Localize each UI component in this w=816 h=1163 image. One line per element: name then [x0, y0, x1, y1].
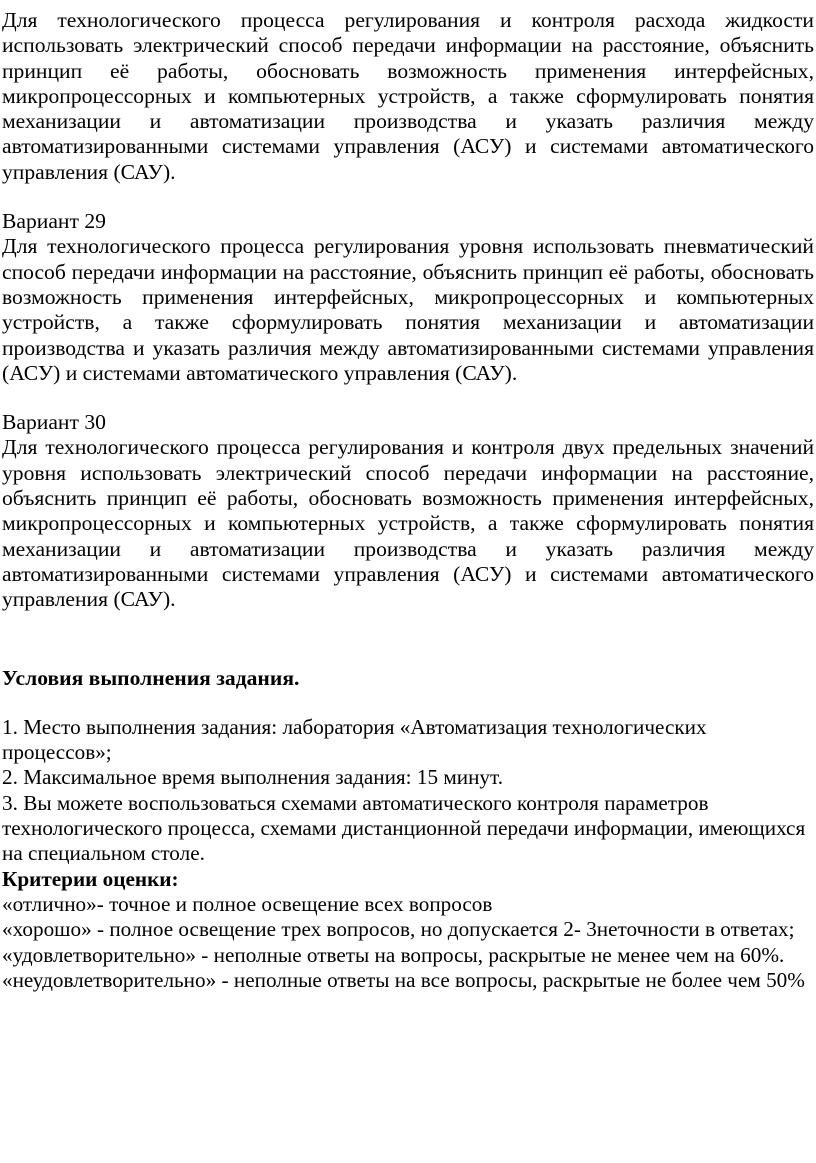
criteria-item-unsatisfactory: «неудовлетворительно» - неполные ответы на все вопросы, раскрытые не более чем 50%	[2, 967, 805, 992]
spacer	[2, 691, 814, 715]
variant-30-title: Вариант 30	[2, 410, 106, 435]
condition-item-3: 3. Вы можете воспользоваться схемами автоматического контроля параметров технологического процесса, схемами дистанционной передачи информации, имеющихся на специальном столе.	[2, 790, 806, 866]
spacer	[2, 185, 814, 209]
variant-29-paragraph: Для технологического процесса регулирования уровня использовать пневматический способ передачи информации на расстояние, объяснить принцип её работы, обосновать возможность применения интерфейсных, микропроцессорных и компьютерных устройств, а также сформулировать понятия механизации и автоматизации производства и указать различия между автоматизированными системами управления (АСУ) и системами автоматического управления (САУ).	[2, 234, 814, 385]
condition-item-1: 1. Место выполнения задания: лаборатория «Автоматизация технологических процессов»;	[2, 714, 707, 765]
conditions-title: Условия выполнения задания.	[2, 665, 300, 690]
condition-item-2: 2. Максимальное время выполнения задания: 15 минут.	[2, 765, 503, 790]
intro-paragraph: Для технологического процесса регулирования и контроля расхода жидкости использовать электрический способ передачи информации на расстояние, объяснить принцип её работы, обосновать возможность применения интерфейсных, микропроцессорных и компьютерных устройств, а также сформулировать понятия механизации и автоматизации производства и указать различия между автоматизированными системами управления (АСУ) и системами автоматического управления (САУ).	[2, 8, 814, 184]
criteria-item-satisfactory: «удовлетворительно» - неполные ответы на вопросы, раскрытые не менее чем на 60%.	[2, 942, 785, 967]
spacer	[2, 386, 814, 410]
criteria-item-excellent: «отлично»- точное и полное освещение всех вопросов	[2, 891, 493, 916]
variant-30-paragraph: Для технологического процесса регулирования и контроля двух предельных значений уровня использовать электрический способ передачи информации на расстояние, объяснить принцип её работы, обосновать возможность применения интерфейсных, микропроцессорных и компьютерных устройств, а также сформулировать понятия механизации и автоматизации производства и указать различия между автоматизированными системами управления (АСУ) и системами автоматического управления (САУ).	[2, 435, 814, 612]
spacer	[2, 613, 814, 666]
criteria-title: Критерии оценки:	[2, 866, 179, 891]
criteria-item-good: «хорошо» - полное освещение трех вопросов, но допускается 2- 3неточности в ответах;	[2, 917, 795, 942]
variant-29-title: Вариант 29	[2, 209, 106, 234]
document-page	[2, 8, 814, 993]
